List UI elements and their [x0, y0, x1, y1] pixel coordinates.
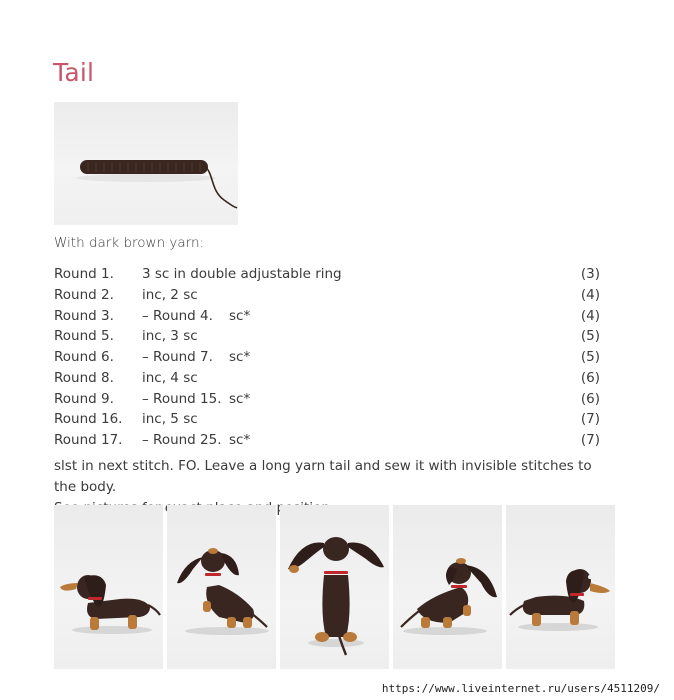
round-label: Round 8.	[54, 369, 114, 386]
round-range-end: – Round 7.	[142, 349, 213, 365]
round-instruction: inc, 4 sc	[142, 369, 198, 386]
round-range-end: – Round 4.	[142, 307, 213, 324]
round-label: Round 17.	[54, 432, 123, 448]
round-label: Round 6.	[54, 349, 114, 365]
round-label: Round 2.	[54, 286, 114, 303]
dog-photo-side-left	[54, 505, 163, 669]
stitch-count: (7)	[580, 432, 600, 448]
dachshund-image	[393, 505, 502, 669]
dog-photo-rear-right	[393, 505, 502, 669]
stitch-count: (3)	[580, 266, 600, 282]
round-instruction: inc, 2 sc	[142, 286, 198, 303]
dachshund-image	[280, 505, 389, 669]
stitch-count: (6)	[580, 369, 600, 386]
stitch-count: (6)	[580, 390, 600, 407]
round-instruction: sc*	[229, 349, 251, 365]
round-row	[54, 347, 600, 368]
dog-photo-side-right	[506, 505, 615, 669]
round-instruction: sc*	[229, 432, 251, 448]
dachshund-image	[167, 505, 276, 669]
round-label: Round 1.	[54, 266, 114, 282]
round-instruction: inc, 3 sc	[142, 328, 198, 345]
round-row	[54, 285, 600, 306]
round-label: Round 16.	[54, 411, 123, 428]
rounds-list	[54, 264, 600, 451]
round-row	[54, 430, 600, 451]
position-photo-gallery	[54, 505, 616, 669]
stitch-count: (5)	[580, 349, 600, 365]
tail-photo	[54, 102, 238, 225]
round-instruction: inc, 5 sc	[142, 411, 198, 428]
stitch-count: (4)	[580, 286, 600, 303]
source-url: https://www.liveinternet.ru/users/4511209/	[381, 682, 660, 695]
round-row	[54, 326, 600, 347]
dachshund-image	[506, 505, 615, 669]
round-range-end: – Round 25.	[142, 432, 222, 448]
round-row	[54, 368, 600, 389]
round-row	[54, 306, 600, 327]
round-label: Round 5.	[54, 328, 114, 345]
stitch-count: (7)	[580, 411, 600, 428]
intro-text: With dark brown yarn:	[54, 235, 205, 251]
dog-photo-rear	[280, 505, 389, 669]
round-label: Round 9.	[54, 390, 114, 407]
crocheted-tail-image	[54, 102, 238, 225]
dachshund-image	[54, 505, 163, 669]
round-instruction: 3 sc in double adjustable ring	[142, 266, 342, 282]
round-range-end: – Round 15.	[142, 390, 222, 407]
round-instruction: sc*	[229, 307, 251, 324]
section-title: Tail	[53, 58, 95, 87]
round-row	[54, 409, 600, 430]
round-label: Round 3.	[54, 307, 114, 324]
finishing-line-1: slst in next stitch. FO. Leave a long yarn tail and sew it with invisible stitches to the body.	[54, 458, 592, 495]
round-instruction: sc*	[229, 390, 251, 407]
stitch-count: (4)	[580, 307, 600, 324]
round-row	[54, 264, 600, 285]
stitch-count: (5)	[580, 328, 600, 345]
dog-photo-rear-left	[167, 505, 276, 669]
round-row	[54, 389, 600, 410]
